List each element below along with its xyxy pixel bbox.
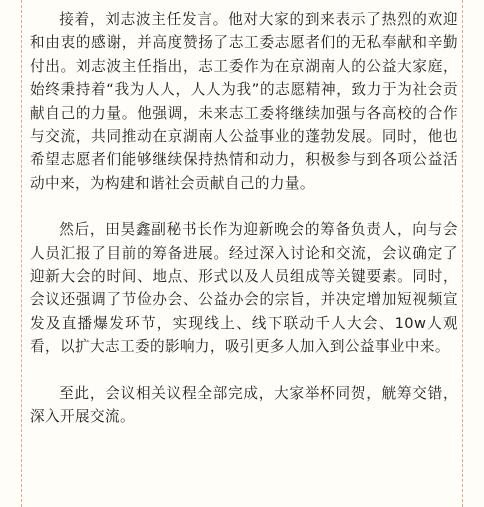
paragraph-gap — [30, 359, 458, 382]
paragraph-preparation-report: 然后，田昊鑫副秘书长作为迎新晚会的筹备负责人，向与会人员汇报了目前的筹备进展。经过深入讨论和交流，会议确定了迎新大会的时间、地点、形式以及人员组成等关键要素。同时，会议还强调了节俭办会、公益办会的宗旨，并决定增加短视频宣发及直播爆发环节，实现线上、线下联动千人大会、10w人观看，以扩大志工委的影响力，吸引更多人加入到公益事业中来。 — [30, 221, 458, 356]
left-dashed-border — [21, 0, 22, 507]
right-dashed-border — [462, 0, 463, 507]
article-body — [30, 8, 458, 429]
paragraph-director-speech: 接着，刘志波主任发言。他对大家的到来表示了热烈的欢迎和由衷的感谢，并高度赞扬了志工委志愿者们的无私奉献和辛勤付出。刘志波主任指出，志工委作为在京湖南人的公益大家庭，始终秉持着“我为人人，人人为我”的志愿精神，致力于为社会贡献自己的力量。他强调，未来志工委将继续加强与各高校的合作与交流，共同推动在京湖南人公益事业的蓬勃发展。同时，他也希望志愿者们能够继续保持热情和动力，积极参与到各项公益活动中来，为构建和谐社会贡献自己的力量。 — [30, 11, 458, 192]
paragraph-gap — [30, 195, 458, 218]
paragraph-closing: 至此，会议相关议程全部完成，大家举杯同贺，觥筹交错，深入开展交流。 — [30, 384, 458, 426]
